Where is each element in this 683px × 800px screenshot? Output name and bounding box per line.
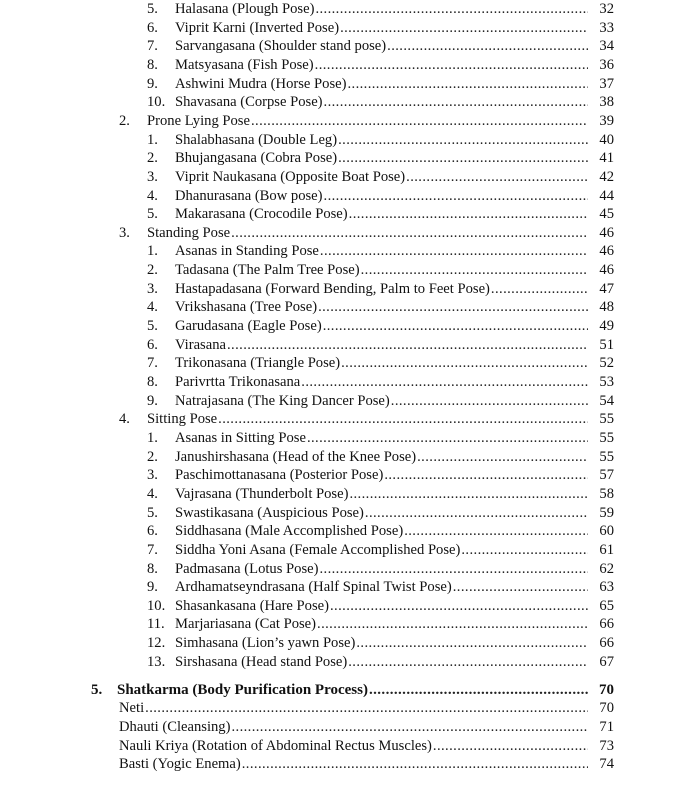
toc-entry-title (175, 75, 588, 93)
toc-page-number: 55 (599, 411, 614, 428)
dot-leader (347, 75, 588, 93)
toc-page-number: 58 (599, 485, 614, 502)
toc-entry-title (175, 373, 588, 391)
toc-entry-row[interactable] (0, 224, 683, 242)
toc-entry-title (175, 429, 588, 447)
toc-page-number: 46 (599, 243, 614, 260)
toc-entry-row[interactable] (0, 634, 683, 652)
toc-entry-title (175, 466, 588, 484)
toc-entry-number: 5. (147, 318, 158, 335)
dot-leader (315, 56, 588, 74)
dot-leader (433, 737, 588, 755)
toc-entry-row[interactable] (0, 504, 683, 522)
toc-entry-row[interactable] (0, 755, 683, 773)
toc-entry-row[interactable] (0, 522, 683, 540)
toc-page-number: 55 (599, 429, 614, 446)
toc-entry-row[interactable] (0, 336, 683, 354)
dot-leader (369, 681, 588, 699)
toc-entry-row[interactable] (0, 205, 683, 223)
toc-entry-title-text: Asanas in Standing Pose (175, 243, 319, 260)
toc-entry-title (175, 131, 588, 149)
toc-entry-title-text: Siddhasana (Male Accomplished Pose) (175, 523, 404, 540)
toc-entry-row[interactable] (0, 168, 683, 186)
toc-entry-row[interactable] (0, 317, 683, 335)
toc-entry-number: 4. (119, 411, 130, 428)
toc-entry-row[interactable] (0, 448, 683, 466)
toc-page-number: 42 (599, 168, 614, 185)
toc-entry-title-text: Siddha Yoni Asana (Female Accomplished Pose) (175, 541, 461, 558)
toc-entry-title-text: Hastapadasana (Forward Bending, Palm to Feet Pose) (175, 280, 490, 297)
toc-page-number: 46 (599, 262, 614, 279)
toc-entry-number: 9. (147, 75, 158, 92)
toc-entry-title-text: Tadasana (The Palm Tree Pose) (175, 262, 360, 279)
toc-page-number: 71 (599, 719, 614, 736)
toc-entry-number: 5. (147, 504, 158, 521)
dot-leader (338, 131, 588, 149)
toc-page-number: 66 (599, 616, 614, 633)
toc-page-number: 60 (599, 523, 614, 540)
dot-leader (324, 93, 588, 111)
toc-entry-title-text: Asanas in Sitting Pose (175, 429, 306, 446)
toc-entry-title (175, 560, 588, 578)
toc-page-number: 40 (599, 131, 614, 148)
toc-entry-title-text: Vajrasana (Thunderbolt Pose) (175, 485, 349, 502)
dot-leader (315, 0, 588, 18)
toc-page-number: 37 (599, 75, 614, 92)
dot-leader (387, 37, 588, 55)
toc-entry-title (119, 699, 588, 717)
toc-entry-row[interactable] (0, 578, 683, 596)
toc-entry-title (175, 93, 588, 111)
toc-entry-title-text: Matsyasana (Fish Pose) (175, 56, 314, 73)
dot-leader (340, 19, 588, 37)
toc-page-number: 61 (599, 541, 614, 558)
toc-entry-number: 2. (119, 112, 130, 129)
toc-entry-title (175, 448, 588, 466)
toc-entry-number: 5. (147, 1, 158, 17)
toc-entry-title-text: Dhauti (Cleansing) (119, 719, 231, 736)
toc-entry-title (175, 0, 588, 18)
toc-entry-number: 4. (147, 485, 158, 502)
toc-entry-row[interactable] (0, 242, 683, 260)
toc-page-number: 57 (599, 467, 614, 484)
toc-entry-row[interactable] (0, 149, 683, 167)
dot-leader (384, 466, 588, 484)
dot-leader (227, 336, 588, 354)
dot-leader (301, 373, 588, 391)
toc-page-number: 66 (599, 635, 614, 652)
toc-entry-row[interactable] (0, 187, 683, 205)
toc-entry-number: 8. (147, 560, 158, 577)
toc-entry-row[interactable] (0, 261, 683, 279)
dot-leader (242, 755, 588, 773)
toc-entry-title (147, 410, 588, 428)
toc-page-number: 38 (599, 94, 614, 111)
toc-page-number: 65 (599, 597, 614, 614)
toc-entry-title (175, 37, 588, 55)
toc-entry-number: 7. (147, 541, 158, 558)
toc-entry-title-text: Bhujangasana (Cobra Pose) (175, 150, 338, 167)
dot-leader (365, 504, 588, 522)
toc-entry-title-text: Garudasana (Eagle Pose) (175, 318, 322, 335)
toc-entry-title (175, 336, 588, 354)
toc-entry-title-text: Ashwini Mudra (Horse Pose) (175, 75, 347, 92)
toc-entry-title-text: Simhasana (Lion’s yawn Pose) (175, 635, 356, 652)
toc-entry-number: 8. (147, 56, 158, 73)
toc-entry-row[interactable] (0, 485, 683, 503)
toc-page-number: 47 (599, 280, 614, 297)
toc-entry-title-text: Dhanurasana (Bow pose) (175, 187, 323, 204)
toc-entry-row[interactable] (0, 37, 683, 55)
toc-entry-title (175, 242, 588, 260)
toc-entry-number: 10. (147, 597, 166, 614)
toc-page-number: 45 (599, 206, 614, 223)
toc-entry-number: 1. (147, 131, 158, 148)
toc-entry-title (147, 112, 588, 130)
toc-entry-number: 2. (147, 448, 158, 465)
toc-page-number: 46 (599, 224, 614, 241)
toc-page-number: 39 (599, 112, 614, 129)
toc-entry-row[interactable] (0, 354, 683, 372)
dot-leader (417, 448, 588, 466)
toc-entry-title (119, 718, 588, 736)
toc-entry-number: 2. (147, 262, 158, 279)
toc-entry-title-text: Nauli Kriya (Rotation of Abdominal Rectus Muscles) (119, 737, 432, 754)
dot-leader (348, 653, 588, 671)
toc-entry-number: 4. (147, 299, 158, 316)
toc-entry-number: 3. (147, 467, 158, 484)
toc-entry-row[interactable] (0, 615, 683, 633)
toc-entry-title (119, 737, 588, 755)
toc-entry-number: 6. (147, 19, 158, 36)
toc-page-number: 44 (599, 187, 614, 204)
toc-entry-title (175, 522, 588, 540)
dot-leader (361, 261, 588, 279)
toc-entry-title-text: Shavasana (Corpse Pose) (175, 94, 323, 111)
toc-entry-row[interactable] (0, 131, 683, 149)
toc-page-number: 51 (599, 336, 614, 353)
toc-entry-number: 6. (147, 523, 158, 540)
toc-page-number: 32 (599, 1, 614, 17)
toc-page-number: 59 (599, 504, 614, 521)
toc-entry-title (175, 634, 588, 652)
toc-page-number: 52 (599, 355, 614, 372)
dot-leader (231, 718, 588, 736)
toc-entry-row[interactable] (0, 737, 683, 755)
toc-entry-number: 12. (147, 635, 166, 652)
dot-leader (319, 560, 588, 578)
dot-leader (453, 578, 588, 596)
toc-entry-title-text: Viprit Karni (Inverted Pose) (175, 19, 340, 36)
toc-entry-title-text: Janushirshasana (Head of the Knee Pose) (175, 448, 417, 465)
toc-entry-title (175, 597, 588, 615)
toc-entry-number: 6. (147, 336, 158, 353)
toc-entry-title (175, 298, 588, 316)
toc-page-number: 34 (599, 38, 614, 55)
toc-entry-number: 8. (147, 374, 158, 390)
toc-page-number: 70 (599, 681, 614, 698)
dot-leader (324, 187, 588, 205)
toc-entry-number: 11. (147, 616, 165, 633)
toc-entry-title (147, 224, 588, 242)
toc-entry-row[interactable] (0, 392, 683, 410)
toc-page-number: 49 (599, 318, 614, 335)
toc-entry-row[interactable] (0, 373, 683, 391)
toc-entry-title (175, 261, 588, 279)
toc-entry-row[interactable] (0, 718, 683, 736)
toc-entry-title-text: Prone Lying Pose (147, 112, 250, 129)
toc-entry-row[interactable] (0, 75, 683, 93)
toc-page-number: 33 (599, 19, 614, 36)
toc-entry-title-text: Halasana (Plough Pose) (175, 1, 315, 17)
toc-entry-row[interactable] (0, 410, 683, 428)
toc-entry-row[interactable] (0, 56, 683, 74)
toc-entry-row[interactable] (0, 280, 683, 298)
toc-entry-row[interactable] (0, 429, 683, 447)
dot-leader (491, 280, 588, 298)
dot-leader (317, 615, 588, 633)
toc-entry-number: 5. (91, 681, 103, 698)
toc-entry-number: 4. (147, 187, 158, 204)
toc-entry-title-text: Sirshasana (Head stand Pose) (175, 653, 348, 670)
toc-entry-title-text: Sitting Pose (147, 411, 218, 428)
toc-page-number: 54 (599, 392, 614, 409)
toc-page-number: 62 (599, 560, 614, 577)
toc-entry-title (175, 205, 588, 223)
toc-entry-title (175, 149, 588, 167)
toc-entry-number: 1. (147, 243, 158, 260)
dot-leader (404, 522, 588, 540)
toc-entry-number: 10. (147, 94, 166, 111)
toc-entry-title-text: Shalabhasana (Double Leg) (175, 131, 338, 148)
toc-page-number: 41 (599, 150, 614, 167)
dot-leader (323, 317, 588, 335)
toc-entry-row[interactable] (0, 298, 683, 316)
toc-page-number: 48 (599, 299, 614, 316)
dot-leader (341, 354, 588, 372)
toc-entry-title (117, 681, 588, 699)
toc-entry-number: 9. (147, 392, 158, 409)
toc-page-number: 74 (599, 756, 614, 773)
toc-entry-title-text: Basti (Yogic Enema) (119, 756, 241, 773)
toc-entry-row[interactable] (0, 653, 683, 671)
toc-entry-title-text: Sarvangasana (Shoulder stand pose) (175, 38, 387, 55)
toc-entry-number: 9. (147, 579, 158, 596)
toc-entry-title-text: Ardhamatseyndrasana (Half Spinal Twist Pose) (175, 579, 452, 596)
toc-entry-number: 7. (147, 355, 158, 372)
toc-page-number: 63 (599, 579, 614, 596)
toc-page-number: 73 (599, 737, 614, 754)
toc-entry-title-text: Paschimottanasana (Posterior Pose) (175, 467, 384, 484)
toc-page-number: 53 (599, 374, 614, 390)
toc-entry-number: 3. (147, 168, 158, 185)
dot-leader (338, 149, 588, 167)
toc-entry-row[interactable] (0, 112, 683, 130)
toc-entry-title (175, 578, 588, 596)
dot-leader (391, 392, 588, 410)
toc-entry-number: 1. (147, 429, 158, 446)
toc-entry-title (175, 392, 588, 410)
dot-leader (349, 485, 588, 503)
toc-entry-title (175, 485, 588, 503)
toc-page-number: 67 (599, 653, 614, 670)
toc-page-number: 55 (599, 448, 614, 465)
dot-leader (461, 541, 588, 559)
toc-entry-title (175, 19, 588, 37)
toc-entry-title-text: Neti (119, 700, 145, 717)
toc-entry-title (175, 354, 588, 372)
toc-entry-title-text: Standing Pose (147, 224, 231, 241)
toc-entry-title (175, 168, 588, 186)
toc-entry-row[interactable] (0, 541, 683, 559)
toc-entry-row[interactable] (0, 597, 683, 615)
dot-leader (218, 410, 588, 428)
toc-entry-title (119, 755, 588, 773)
toc-entry-row[interactable] (0, 19, 683, 37)
toc-entry-title-text: Shasankasana (Hare Pose) (175, 597, 329, 614)
dot-leader (318, 298, 588, 316)
toc-entry-row[interactable] (0, 0, 683, 18)
toc-entry-title-text: Natrajasana (The King Dancer Pose) (175, 392, 390, 409)
toc-entry-number: 3. (119, 224, 130, 241)
toc-entry-title-text: Marjariasana (Cat Pose) (175, 616, 317, 633)
toc-entry-title-text: Padmasana (Lotus Pose) (175, 560, 319, 577)
toc-entry-row[interactable] (0, 560, 683, 578)
toc-entry-title-text: Swastikasana (Auspicious Pose) (175, 504, 364, 521)
toc-entry-title-text: Parivrtta Trikonasana (175, 374, 301, 390)
toc-entry-row[interactable] (0, 466, 683, 484)
toc-entry-title (175, 317, 588, 335)
dot-leader (356, 634, 588, 652)
toc-entry-title-text: Viprit Naukasana (Opposite Boat Pose) (175, 168, 406, 185)
toc-page-number: 36 (599, 56, 614, 73)
toc-entry-row[interactable] (0, 699, 683, 717)
toc-entry-title (175, 653, 588, 671)
toc-entry-number: 7. (147, 38, 158, 55)
toc-entry-title (175, 504, 588, 522)
toc-entry-number: 13. (147, 653, 166, 670)
toc-entry-number: 2. (147, 150, 158, 167)
toc-entry-title-text: Trikonasana (Triangle Pose) (175, 355, 341, 372)
dot-leader (349, 205, 588, 223)
toc-page-number: 70 (599, 700, 614, 717)
dot-leader (307, 429, 588, 447)
toc-entry-title (175, 280, 588, 298)
toc-entry-title-text: Vrikshasana (Tree Pose) (175, 299, 318, 316)
toc-entry-title (175, 541, 588, 559)
toc-entry-row[interactable] (0, 93, 683, 111)
toc-entry-title (175, 187, 588, 205)
dot-leader (330, 597, 588, 615)
dot-leader (145, 699, 588, 717)
toc-entry-title-text: Makarasana (Crocodile Pose) (175, 206, 348, 223)
toc-entry-number: 3. (147, 280, 158, 297)
toc-entry-title-text: Shatkarma (Body Purification Process) (117, 681, 368, 698)
toc-entry-title (175, 615, 588, 633)
toc-chapter-row[interactable] (0, 681, 683, 699)
dot-leader (251, 112, 588, 130)
toc-entry-title-text: Virasana (175, 336, 226, 353)
toc-entry-number: 5. (147, 206, 158, 223)
dot-leader (320, 242, 588, 260)
dot-leader (231, 224, 588, 242)
dot-leader (406, 168, 588, 186)
toc-entry-title (175, 56, 588, 74)
